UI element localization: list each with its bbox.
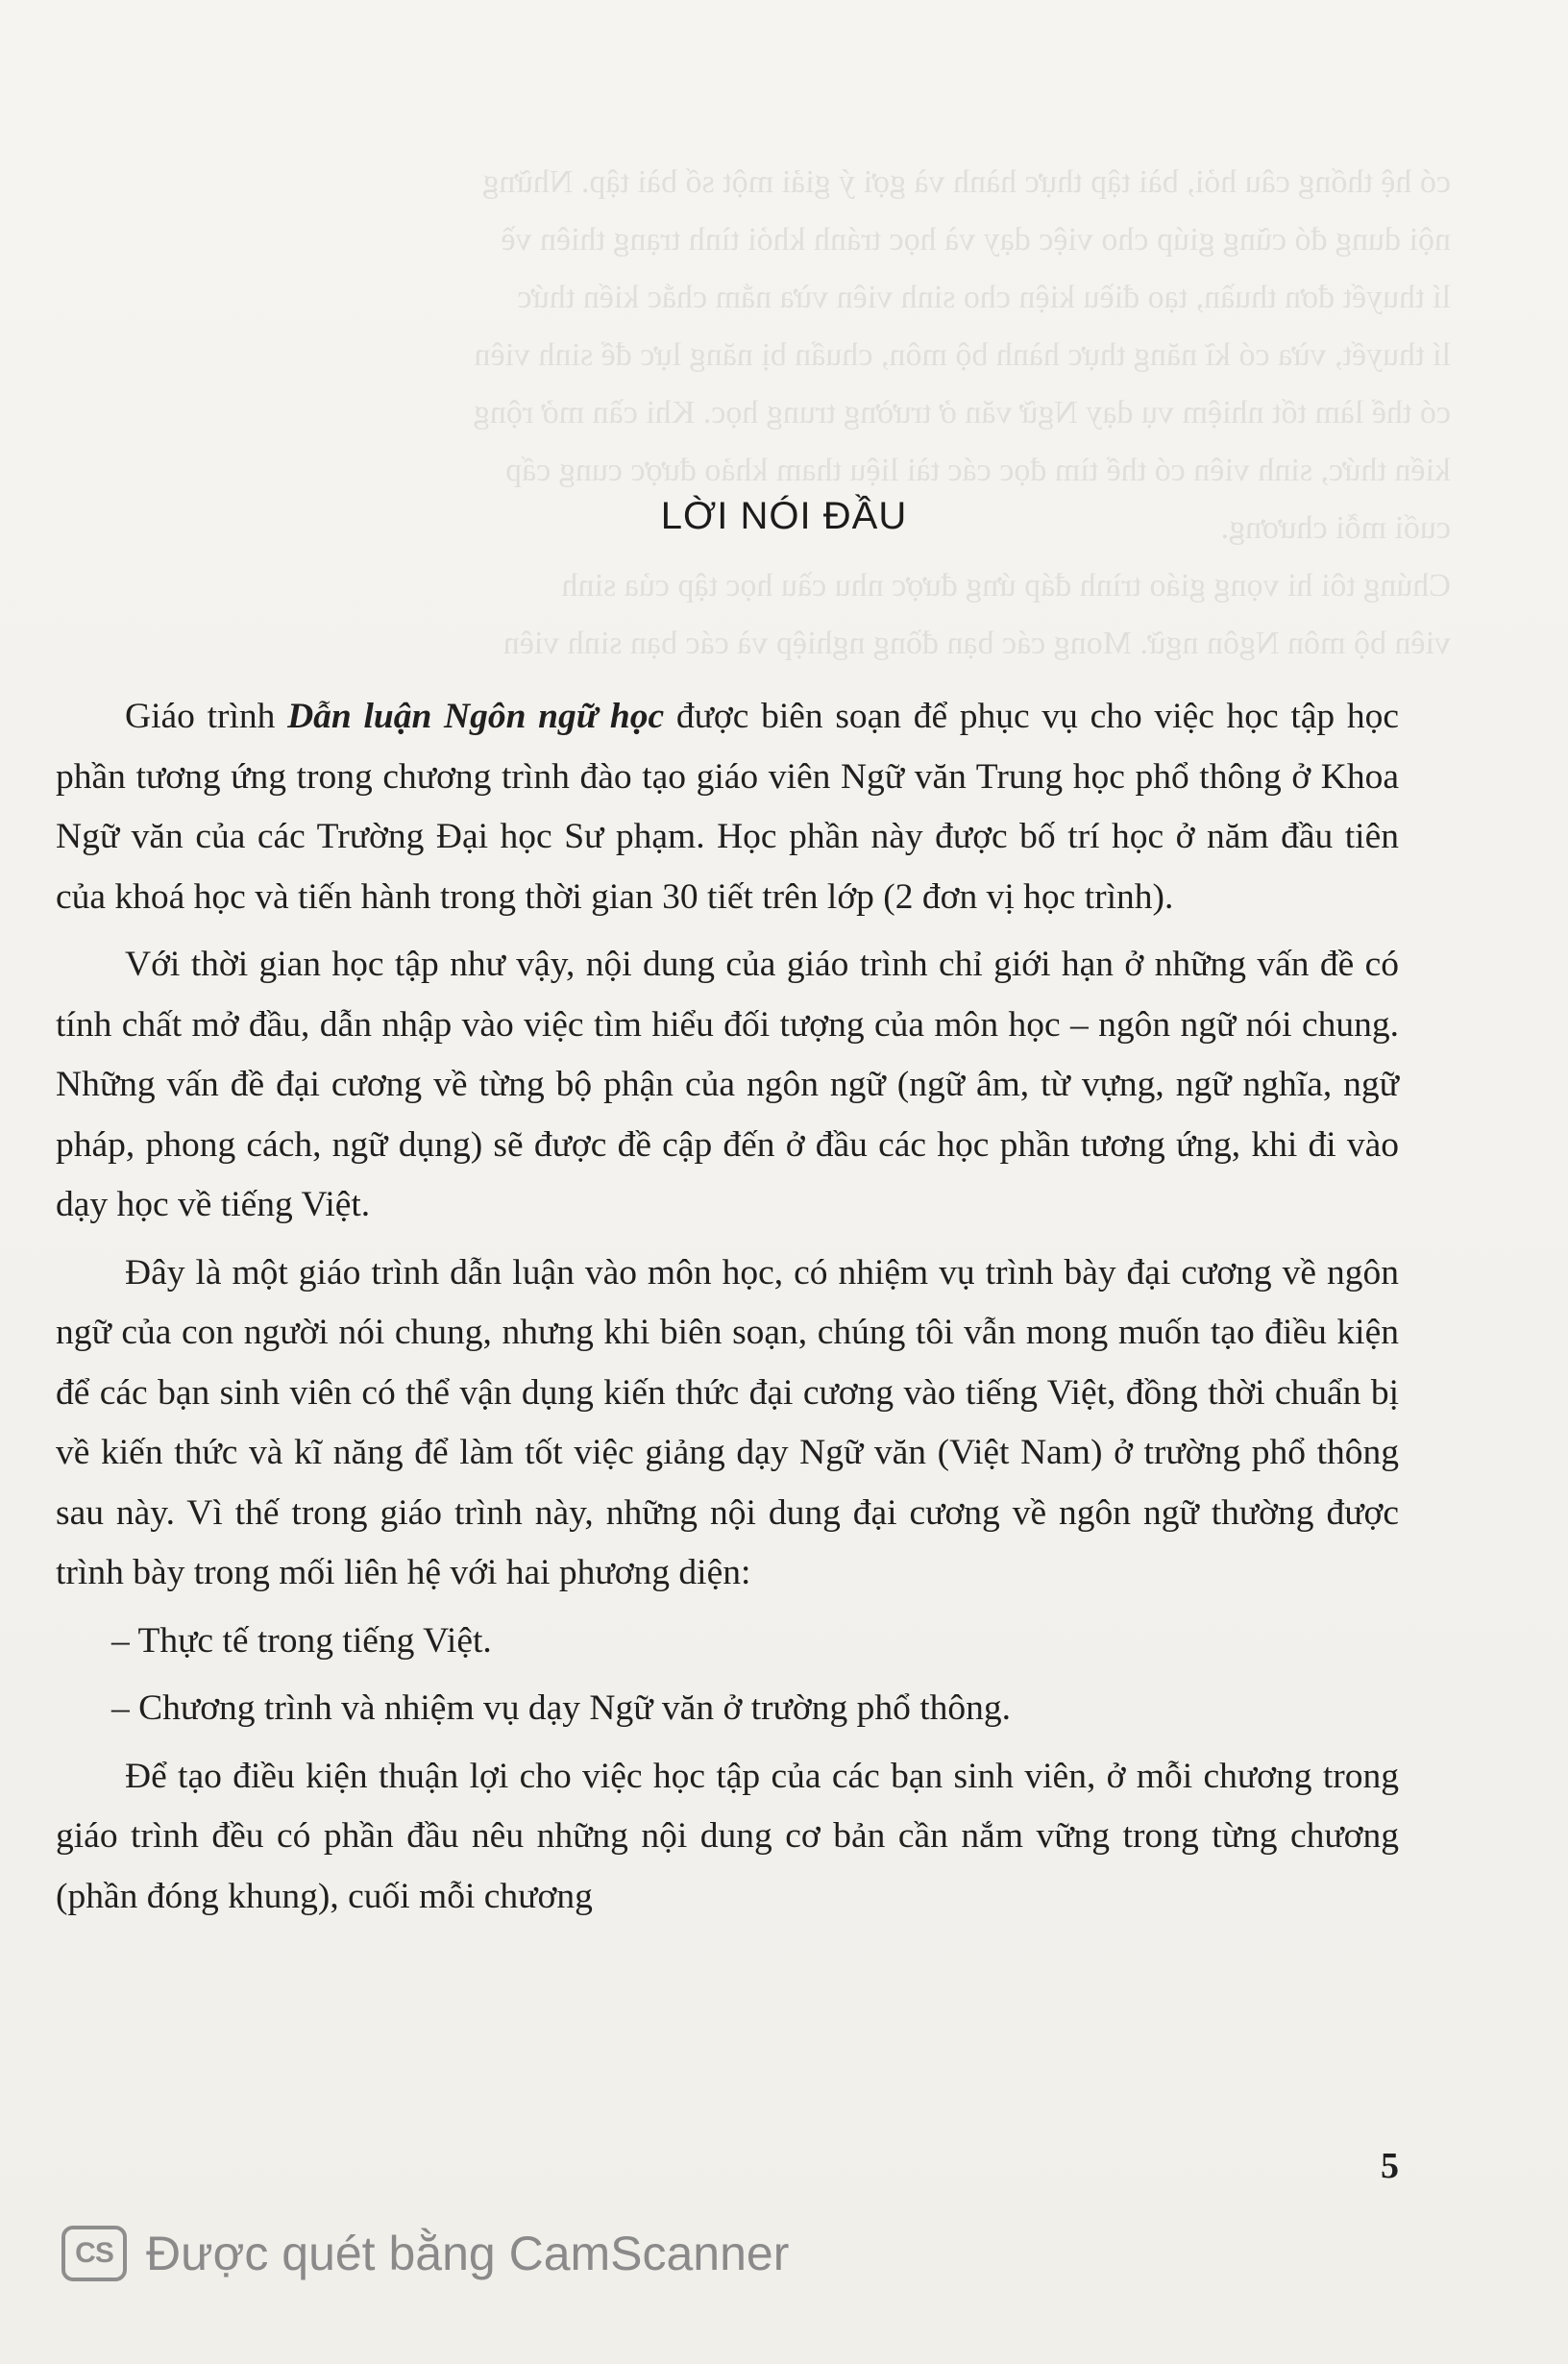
bleed-line: viên bộ môn Ngôn ngữ. Mong các bạn đồng nghiệp và các bạn sinh viên <box>502 626 1451 661</box>
watermark-text: Được quét bằng CamScanner <box>146 2227 790 2280</box>
paragraph-1-before: Giáo trình <box>125 697 288 736</box>
bleed-line: lí thuyết đơn thuần, tạo điều kiện cho sinh viên vừa nắm chắc kiến thức <box>517 280 1451 315</box>
camscanner-watermark <box>61 2220 789 2287</box>
bleed-line: có thể làm tốt nhiệm vụ dạy Ngữ văn ở trường trung học. Khi cần mở rộng <box>473 395 1451 431</box>
page-number: 5 <box>1381 2146 1399 2186</box>
bleed-line: có hệ thống câu hỏi, bài tập thực hành và gợi ý giải một số bài tập. Những <box>482 164 1451 200</box>
paragraph-1 <box>56 687 1399 927</box>
paragraph-4: Để tạo điều kiện thuận lợi cho việc học tập của các bạn sinh viên, ở mỗi chương trong giáo trình đều có phần đầu nêu những nội dung cơ bản cần nắm vững trong từng chương (phần đóng khung), cuối mỗi chương <box>56 1756 1399 1916</box>
paragraph-1-after: được biên soạn để phục vụ cho việc học tập học phần tương ứng trong chương trình đào tạo giáo viên Ngữ văn Trung học phổ thông ở Khoa Ngữ văn của các Trường Đại học Sư phạm. Học phần này được bố trí học ở năm đầu tiên của khoá học và tiến hành trong thời gian 30 tiết trên lớp (2 đơn vị học trình). <box>56 697 1399 917</box>
body-text <box>56 687 1399 1934</box>
bleed-through-text <box>38 154 1451 673</box>
list-item-1: – Thực tế trong tiếng Việt. <box>111 1620 492 1661</box>
paragraph-2: Với thời gian học tập như vậy, nội dung của giáo trình chỉ giới hạn ở những vấn đề có tính chất mở đầu, dẫn nhập vào việc tìm hiểu đối tượng của môn học – ngôn ngữ nói chung. Những vấn đề đại cương về từng bộ phận của ngôn ngữ (ngữ âm, từ vựng, ngữ nghĩa, ngữ pháp, phong cách, ngữ dụng) sẽ được đề cập đến ở đầu các học phần tương ứng, khi đi vào dạy học về tiếng Việt. <box>56 945 1399 1224</box>
bleed-line: cuối mỗi chương. <box>1220 510 1451 546</box>
bleed-line: Chúng tôi hi vọng giáo trình đáp ứng được nhu cầu học tập của sinh <box>561 568 1451 603</box>
camscanner-logo-icon: CS <box>61 2226 127 2281</box>
bleed-line: lí thuyết, vừa có kĩ năng thực hành bộ môn, chuẩn bị năng lực để sinh viên <box>474 337 1451 373</box>
list-item-2: – Chương trình và nhiệm vụ dạy Ngữ văn ở trường phổ thông. <box>111 1688 1011 1728</box>
bleed-line: nội dung đó cũng giúp cho việc dạy và học tránh khỏi tình trạng thiên về <box>501 222 1451 258</box>
paragraph-3: Đây là một giáo trình dẫn luận vào môn học, có nhiệm vụ trình bày đại cương về ngôn ngữ của con người nói chung, nhưng khi biên soạn, chúng tôi vẫn mong muốn tạo điều kiện để các bạn sinh viên có thể vận dụng kiến thức đại cương vào tiếng Việt, đồng thời chuẩn bị về kiến thức và kĩ năng để làm tốt việc giảng dạy Ngữ văn (Việt Nam) ở trường phổ thông sau này. Vì thế trong giáo trình này, những nội dung đại cương về ngôn ngữ thường được trình bày trong mối liên hệ với hai phương diện: <box>56 1252 1399 1592</box>
page-title: LỜI NÓI ĐẦU <box>660 495 908 537</box>
bleed-line: kiến thức, sinh viên có thể tìm đọc các tài liệu tham khảo được cung cấp <box>505 453 1451 488</box>
book-title-emphasis: Dẫn luận Ngôn ngữ học <box>287 697 665 736</box>
